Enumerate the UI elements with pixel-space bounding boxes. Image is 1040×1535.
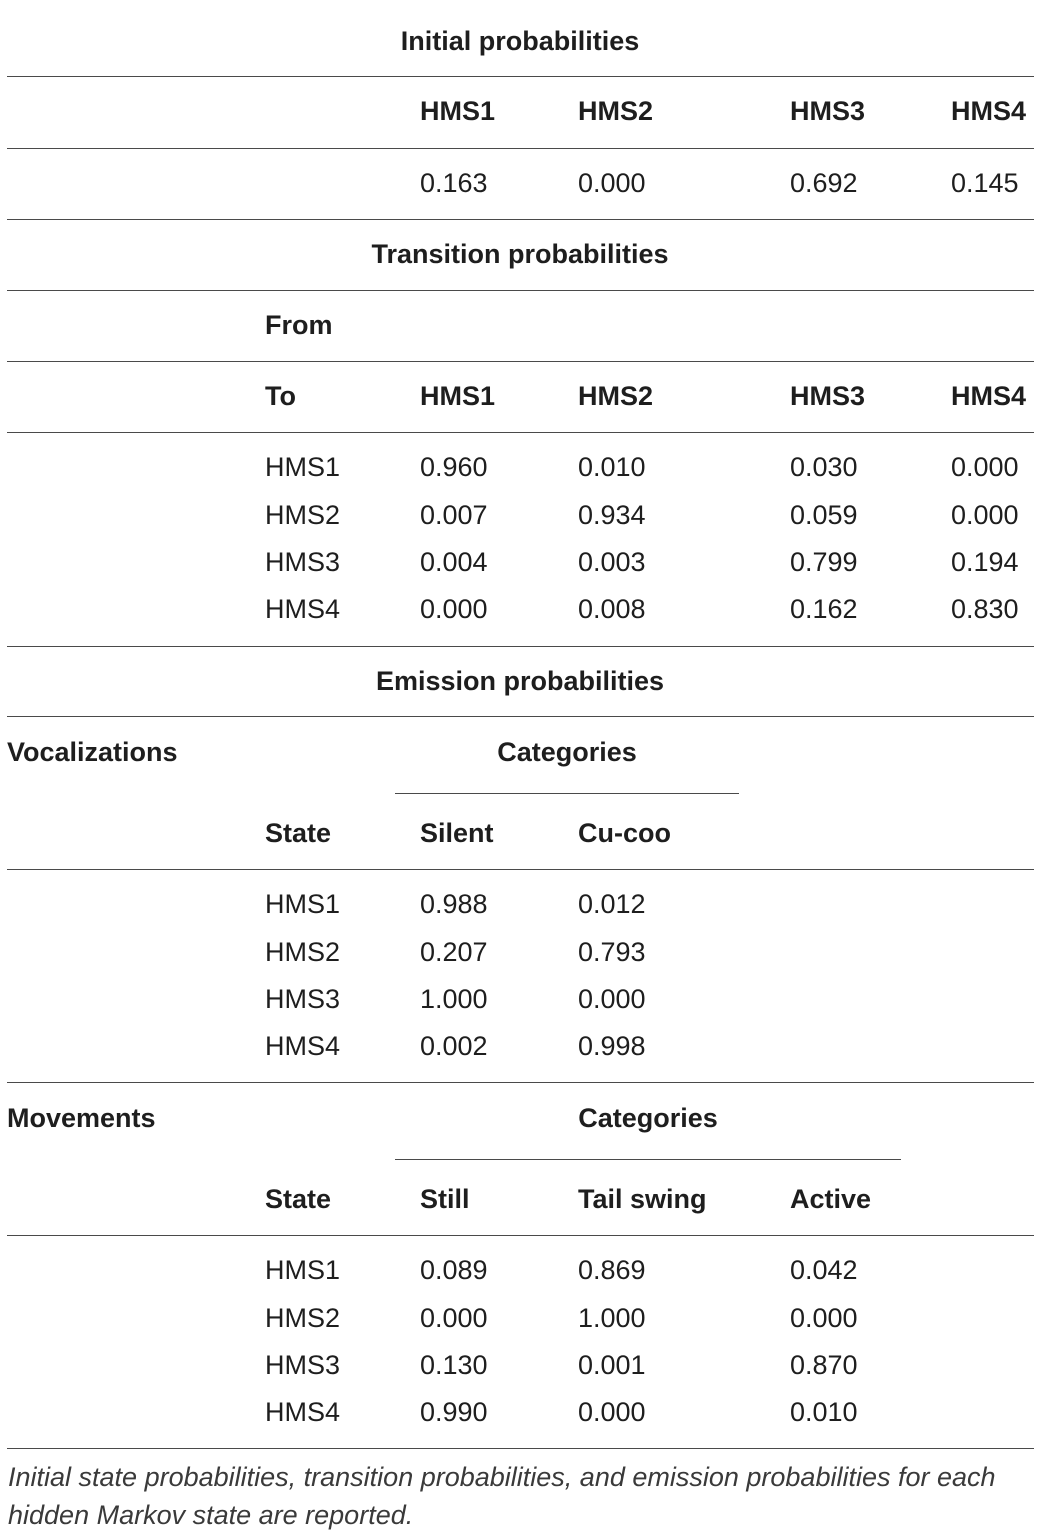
rule-move-end — [7, 1448, 1034, 1449]
rule-transition-from — [7, 361, 1034, 362]
movements-categories-label: Categories — [578, 1103, 718, 1133]
movements-header-still: Still — [420, 1184, 470, 1214]
vocalizations-cell: 0.002 — [420, 1031, 488, 1061]
transition-cell: 0.934 — [578, 500, 646, 530]
transition-cell: 0.007 — [420, 500, 488, 530]
transition-cell: 0.000 — [951, 500, 1019, 530]
rule-emission-title — [7, 716, 1034, 717]
initial-value-hms2: 0.000 — [578, 168, 646, 198]
vocalizations-state-label: State — [265, 818, 332, 848]
transition-cell: 0.960 — [420, 452, 488, 482]
transition-cell: 0.162 — [790, 594, 858, 624]
movements-cell: 0.010 — [790, 1397, 858, 1427]
movements-cell: 0.130 — [420, 1350, 488, 1380]
movements-cell: 0.001 — [578, 1350, 646, 1380]
transition-to-label: To — [265, 381, 296, 411]
movements-cell: 1.000 — [578, 1303, 646, 1333]
vocalizations-row-state: HMS3 — [265, 984, 341, 1014]
rule-initial-values — [7, 219, 1034, 220]
initial-header-hms1: HMS1 — [420, 96, 496, 126]
movements-cell: 0.000 — [420, 1303, 488, 1333]
transition-cell: 0.030 — [790, 452, 858, 482]
transition-header-hms3: HMS3 — [790, 381, 866, 411]
movements-cell: 0.990 — [420, 1397, 488, 1427]
transition-header-hms2: HMS2 — [578, 381, 654, 411]
initial-title: Initial probabilities — [400, 26, 640, 56]
movements-header-active: Active — [790, 1184, 872, 1214]
transition-row-state: HMS1 — [265, 452, 341, 482]
movements-row-state: HMS3 — [265, 1350, 341, 1380]
transition-cell: 0.000 — [420, 594, 488, 624]
rule-transition-end — [7, 646, 1034, 647]
vocalizations-cell: 1.000 — [420, 984, 488, 1014]
initial-header-hms3: HMS3 — [790, 96, 866, 126]
vocalizations-row-state: HMS2 — [265, 937, 341, 967]
vocalizations-label: Vocalizations — [7, 737, 178, 767]
movements-cell: 0.089 — [420, 1255, 488, 1285]
transition-cell: 0.004 — [420, 547, 488, 577]
vocalizations-categories-label: Categories — [497, 737, 637, 767]
transition-row-state: HMS3 — [265, 547, 341, 577]
initial-header-hms4: HMS4 — [951, 96, 1027, 126]
movements-state-label: State — [265, 1184, 332, 1214]
vocalizations-row-state: HMS4 — [265, 1031, 341, 1061]
movements-label: Movements — [7, 1103, 156, 1133]
vocalizations-cell: 0.207 — [420, 937, 488, 967]
transition-title: Transition probabilities — [371, 239, 669, 269]
rule-initial-header — [7, 148, 1034, 149]
rule-vocal-header — [7, 869, 1034, 870]
vocalizations-cell: 0.988 — [420, 889, 488, 919]
transition-cell: 0.830 — [951, 594, 1019, 624]
movements-row-state: HMS4 — [265, 1397, 341, 1427]
movements-cell: 0.869 — [578, 1255, 646, 1285]
table-caption: Initial state probabilities, transition probabilities, and emission probabilities for each hidden Markov state are reported. — [8, 1462, 996, 1530]
movements-cell: 0.870 — [790, 1350, 858, 1380]
rule-move-header — [7, 1235, 1034, 1236]
rule-vocal-end — [7, 1082, 1034, 1083]
transition-cell: 0.799 — [790, 547, 858, 577]
transition-cell: 0.008 — [578, 594, 646, 624]
rule-initial-title — [7, 76, 1034, 77]
vocalizations-row-state: HMS1 — [265, 889, 341, 919]
movements-cell: 0.000 — [578, 1397, 646, 1427]
transition-header-hms4: HMS4 — [951, 381, 1027, 411]
transition-row-state: HMS4 — [265, 594, 341, 624]
transition-cell: 0.059 — [790, 500, 858, 530]
emission-title: Emission probabilities — [375, 666, 665, 696]
vocalizations-cell: 0.000 — [578, 984, 646, 1014]
transition-cell: 0.000 — [951, 452, 1019, 482]
initial-value-hms3: 0.692 — [790, 168, 858, 198]
initial-value-hms1: 0.163 — [420, 168, 488, 198]
transition-header-hms1: HMS1 — [420, 381, 496, 411]
vocalizations-cell: 0.012 — [578, 889, 646, 919]
movements-row-state: HMS1 — [265, 1255, 341, 1285]
transition-cell: 0.194 — [951, 547, 1019, 577]
movements-cell: 0.042 — [790, 1255, 858, 1285]
movements-row-state: HMS2 — [265, 1303, 341, 1333]
rule-transition-title — [7, 290, 1034, 291]
rule-move-categories — [395, 1159, 901, 1160]
initial-value-hms4: 0.145 — [951, 168, 1019, 198]
movements-header-tail-swing: Tail swing — [578, 1184, 707, 1214]
initial-header-hms2: HMS2 — [578, 96, 654, 126]
transition-row-state: HMS2 — [265, 500, 341, 530]
transition-cell: 0.003 — [578, 547, 646, 577]
vocalizations-cell: 0.998 — [578, 1031, 646, 1061]
rule-vocal-categories — [395, 793, 739, 794]
vocalizations-header-cucoo: Cu-coo — [578, 818, 671, 848]
vocalizations-cell: 0.793 — [578, 937, 646, 967]
transition-from-label: From — [265, 310, 333, 340]
rule-transition-header — [7, 432, 1034, 433]
vocalizations-header-silent: Silent — [420, 818, 494, 848]
transition-cell: 0.010 — [578, 452, 646, 482]
movements-cell: 0.000 — [790, 1303, 858, 1333]
